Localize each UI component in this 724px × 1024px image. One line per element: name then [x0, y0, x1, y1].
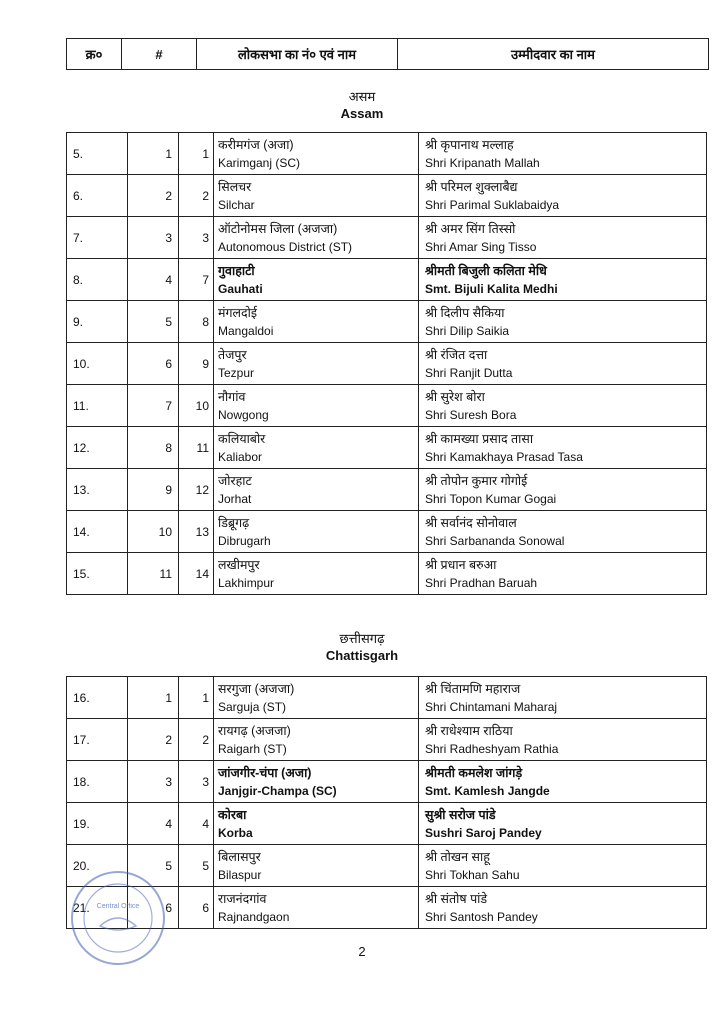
candidate-cell — [419, 175, 707, 217]
constituency-cell — [214, 175, 419, 217]
constituency-number: 5 — [179, 845, 214, 887]
constituency-name-en: Gauhati — [218, 281, 263, 296]
constituency-name-en: Bilaspur — [218, 867, 262, 882]
candidate-cell — [419, 511, 707, 553]
constituency-cell — [214, 553, 419, 595]
constituency-name-en: Nowgong — [218, 407, 269, 422]
candidate-name-hi: श्री परिमल शुक्लाबैद्य — [425, 179, 518, 194]
constituency-name-hi: करीमगंज (अजा) — [218, 137, 294, 152]
constituency-name-hi: कलियाबोर — [218, 431, 266, 446]
header-serial: क्र० — [67, 39, 122, 69]
constituency-name-en: Rajnandgaon — [218, 909, 290, 924]
constituency-name-hi: गुवाहाटी — [218, 263, 255, 278]
constituency-name-hi: बिलासपुर — [218, 849, 261, 864]
candidate-cell — [419, 677, 707, 719]
state-seat-number: 5 — [128, 845, 179, 887]
candidate-name-en: Sushri Saroj Pandey — [425, 825, 542, 840]
state-seat-number: 9 — [128, 469, 179, 511]
serial-number: 20. — [67, 845, 128, 887]
candidate-cell — [419, 887, 707, 929]
table-row — [67, 133, 707, 175]
state-seat-number: 7 — [128, 385, 179, 427]
candidate-cell — [419, 761, 707, 803]
state-seat-number: 6 — [128, 887, 179, 929]
candidate-name-hi: श्री दिलीप सैकिया — [425, 305, 505, 320]
section-title-en: Chattisgarh — [325, 648, 399, 663]
constituency-number: 8 — [179, 301, 214, 343]
candidate-cell — [419, 301, 707, 343]
table-row — [67, 761, 707, 803]
candidate-cell — [419, 133, 707, 175]
constituency-number: 9 — [179, 343, 214, 385]
candidate-name-en: Shri Tokhan Sahu — [425, 867, 520, 882]
candidate-name-hi: श्री रंजित दत्ता — [425, 347, 488, 362]
state-seat-number: 2 — [128, 175, 179, 217]
candidate-name-hi: श्री चिंतामणि महाराज — [425, 681, 521, 696]
serial-number: 11. — [67, 385, 128, 427]
constituency-name-en: Korba — [218, 825, 253, 840]
candidate-cell — [419, 343, 707, 385]
candidate-name-en: Smt. Bijuli Kalita Medhi — [425, 281, 558, 296]
state-seat-number: 8 — [128, 427, 179, 469]
assam-candidate-table — [66, 132, 707, 595]
state-seat-number: 4 — [128, 259, 179, 301]
constituency-cell — [214, 259, 419, 301]
candidate-name-hi: श्री तोखन साहू — [425, 849, 490, 864]
constituency-name-hi: रायगढ़ (अजजा) — [218, 723, 291, 738]
serial-number: 19. — [67, 803, 128, 845]
constituency-name-en: Janjgir-Champa (SC) — [218, 783, 337, 798]
table-row — [67, 301, 707, 343]
candidate-name-en: Shri Radheshyam Rathia — [425, 741, 559, 756]
table-row — [67, 719, 707, 761]
serial-number: 18. — [67, 761, 128, 803]
candidate-name-en: Shri Pradhan Baruah — [425, 575, 538, 590]
candidate-name-hi: श्रीमती कमलेश जांगड़े — [425, 765, 523, 780]
serial-number: 10. — [67, 343, 128, 385]
candidate-name-hi: श्री अमर सिंग तिस्सो — [425, 221, 516, 236]
table-row — [67, 677, 707, 719]
serial-number: 14. — [67, 511, 128, 553]
constituency-number: 11 — [179, 427, 214, 469]
candidate-name-en: Shri Dilip Saikia — [425, 323, 510, 338]
candidate-name-en: Shri Topon Kumar Gogai — [425, 491, 557, 506]
constituency-cell — [214, 217, 419, 259]
candidate-cell — [419, 217, 707, 259]
constituency-name-en: Dibrugarh — [218, 533, 271, 548]
candidate-name-en: Shri Kripanath Mallah — [425, 155, 540, 170]
constituency-name-en: Mangaldoi — [218, 323, 274, 338]
candidate-name-en: Shri Chintamani Maharaj — [425, 699, 558, 714]
serial-number: 9. — [67, 301, 128, 343]
candidate-name-en: Shri Sarbananda Sonowal — [425, 533, 565, 548]
candidate-name-en: Shri Suresh Bora — [425, 407, 517, 422]
table-row — [67, 343, 707, 385]
candidate-cell — [419, 427, 707, 469]
constituency-number: 1 — [179, 133, 214, 175]
seal-text: Central Office — [96, 903, 140, 910]
candidate-name-hi: श्री संतोष पांडे — [425, 891, 488, 906]
constituency-name-hi: सरगुजा (अजजा) — [218, 681, 295, 696]
candidate-name-en: Shri Kamakhaya Prasad Tasa — [425, 449, 583, 464]
candidate-name-hi: श्री सर्वानंद सोनोवाल — [425, 515, 517, 530]
table-row — [67, 175, 707, 217]
constituency-name-hi: राजनंदगांव — [218, 891, 267, 906]
constituency-number: 2 — [179, 719, 214, 761]
serial-number: 15. — [67, 553, 128, 595]
table-row — [67, 385, 707, 427]
state-seat-number: 11 — [128, 553, 179, 595]
candidate-name-hi: श्रीमती बिजुली कलिता मेधि — [425, 263, 547, 278]
state-seat-number: 3 — [128, 761, 179, 803]
constituency-cell — [214, 803, 419, 845]
candidate-cell — [419, 845, 707, 887]
constituency-cell — [214, 887, 419, 929]
constituency-name-en: Silchar — [218, 197, 255, 212]
table-row — [67, 427, 707, 469]
constituency-number: 1 — [179, 677, 214, 719]
constituency-name-hi: लखीमपुर — [218, 557, 260, 572]
serial-number: 6. — [67, 175, 128, 217]
serial-number: 5. — [67, 133, 128, 175]
constituency-name-en: Lakhimpur — [218, 575, 275, 590]
candidate-cell — [419, 553, 707, 595]
section-title-hi: असम — [348, 89, 376, 104]
constituency-number: 4 — [179, 803, 214, 845]
candidate-cell — [419, 803, 707, 845]
constituency-name-en: Tezpur — [218, 365, 255, 380]
constituency-number: 7 — [179, 259, 214, 301]
section-title-assam — [0, 88, 724, 122]
candidate-name-hi: श्री तोपोन कुमार गोगोई — [425, 473, 528, 488]
constituency-number: 6 — [179, 887, 214, 929]
table-row — [67, 259, 707, 301]
constituency-name-hi: जांजगीर-चंपा (अजा) — [218, 765, 312, 780]
constituency-number: 10 — [179, 385, 214, 427]
constituency-number: 3 — [179, 217, 214, 259]
candidate-cell — [419, 469, 707, 511]
serial-number: 7. — [67, 217, 128, 259]
serial-number: 8. — [67, 259, 128, 301]
table-row — [67, 469, 707, 511]
state-seat-number: 1 — [128, 677, 179, 719]
state-seat-number: 2 — [128, 719, 179, 761]
constituency-cell — [214, 845, 419, 887]
constituency-cell — [214, 427, 419, 469]
constituency-name-en: Kaliabor — [218, 449, 263, 464]
state-seat-number: 4 — [128, 803, 179, 845]
serial-number: 13. — [67, 469, 128, 511]
candidate-name-en: Shri Ranjit Dutta — [425, 365, 513, 380]
constituency-name-en: Autonomous District (ST) — [218, 239, 353, 254]
constituency-cell — [214, 677, 419, 719]
constituency-name-hi: सिलचर — [218, 179, 252, 194]
serial-number: 17. — [67, 719, 128, 761]
candidate-name-en: Smt. Kamlesh Jangde — [425, 783, 550, 798]
constituency-cell — [214, 133, 419, 175]
state-seat-number: 3 — [128, 217, 179, 259]
header-candidate: उम्मीदवार का नाम — [511, 47, 595, 62]
constituency-cell — [214, 301, 419, 343]
constituency-number: 3 — [179, 761, 214, 803]
constituency-cell — [214, 385, 419, 427]
candidate-name-en: Shri Santosh Pandey — [425, 909, 538, 924]
constituency-name-hi: जोरहाट — [218, 473, 252, 488]
constituency-name-en: Jorhat — [218, 491, 252, 506]
constituency-cell — [214, 761, 419, 803]
candidate-cell — [419, 385, 707, 427]
constituency-name-hi: तेजपुर — [218, 347, 247, 362]
candidate-cell — [419, 719, 707, 761]
constituency-cell — [214, 511, 419, 553]
table-row — [67, 553, 707, 595]
serial-number: 21. — [67, 887, 128, 929]
candidate-name-hi: सुश्री सरोज पांडे — [425, 807, 496, 822]
constituency-name-hi: डिब्रूगढ़ — [218, 515, 250, 530]
table-row — [67, 511, 707, 553]
serial-number: 16. — [67, 677, 128, 719]
constituency-name-hi: नौगांव — [218, 389, 246, 404]
constituency-cell — [214, 469, 419, 511]
constituency-cell — [214, 343, 419, 385]
state-seat-number: 10 — [128, 511, 179, 553]
serial-number: 12. — [67, 427, 128, 469]
candidate-name-hi: श्री राधेश्याम राठिया — [425, 723, 513, 738]
constituency-cell — [214, 719, 419, 761]
section-title-chattisgarh — [0, 630, 724, 664]
constituency-name-hi: ऑटोनोमस जिला (अजजा) — [218, 221, 338, 236]
constituency-name-hi: कोरबा — [218, 807, 247, 822]
constituency-number: 12 — [179, 469, 214, 511]
section-title-en: Assam — [340, 106, 384, 121]
candidate-name-hi: श्री सुरेश बोरा — [425, 389, 485, 404]
candidate-name-en: Shri Amar Sing Tisso — [425, 239, 537, 254]
constituency-name-en: Raigarh (ST) — [218, 741, 287, 756]
candidate-name-hi: श्री कामख्या प्रसाद तासा — [425, 431, 534, 446]
constituency-name-en: Karimganj (SC) — [218, 155, 301, 170]
constituency-number: 13 — [179, 511, 214, 553]
header-constituency: लोकसभा का नं० एवं नाम — [197, 39, 398, 69]
table-header — [66, 38, 709, 70]
table-row — [67, 803, 707, 845]
header-hash: # — [122, 39, 197, 69]
state-seat-number: 1 — [128, 133, 179, 175]
candidate-name-hi: श्री कृपानाथ मल्लाह — [425, 137, 514, 152]
state-seat-number: 6 — [128, 343, 179, 385]
constituency-name-en: Sarguja (ST) — [218, 699, 287, 714]
constituency-number: 14 — [179, 553, 214, 595]
table-row — [67, 217, 707, 259]
page-number: 2 — [358, 944, 366, 959]
candidate-cell — [419, 259, 707, 301]
constituency-name-hi: मंगलदोई — [218, 305, 258, 320]
constituency-number: 2 — [179, 175, 214, 217]
section-title-hi: छत्तीसगढ़ — [339, 631, 385, 646]
candidate-name-hi: श्री प्रधान बरुआ — [425, 557, 497, 572]
state-seat-number: 5 — [128, 301, 179, 343]
candidate-name-en: Shri Parimal Suklabaidya — [425, 197, 560, 212]
